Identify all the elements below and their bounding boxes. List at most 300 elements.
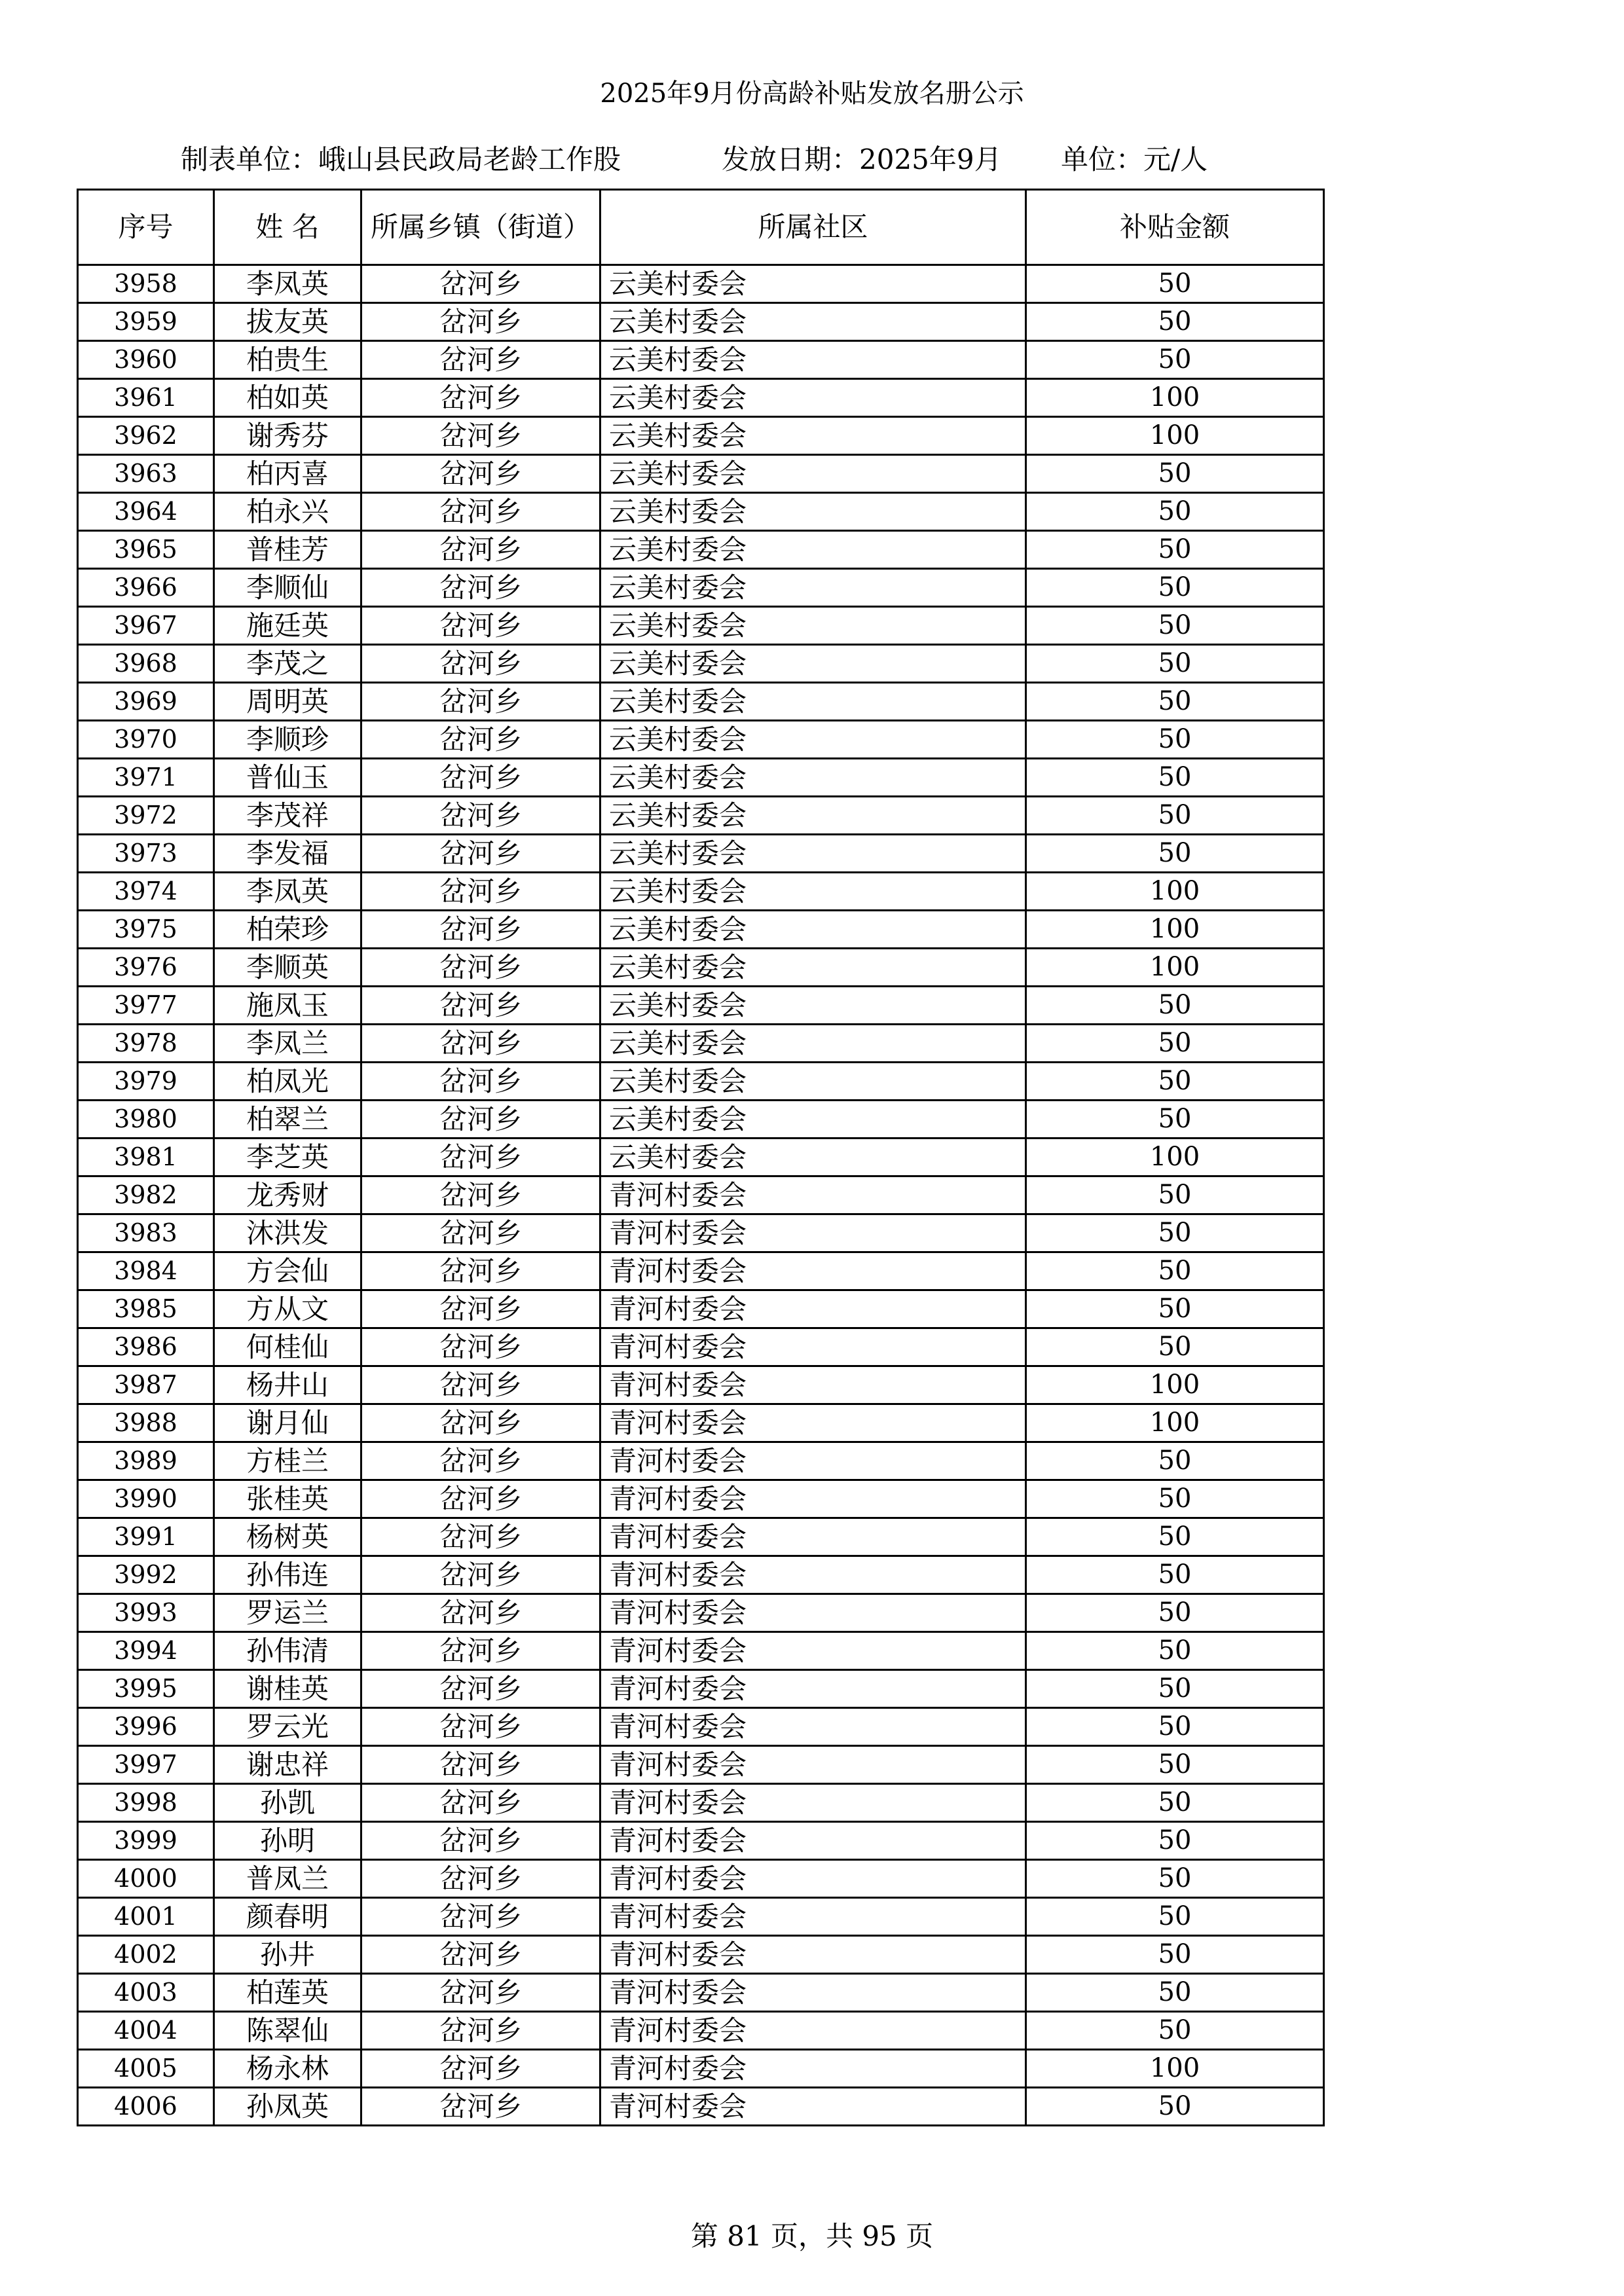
cell-name: 沐洪发 xyxy=(214,1214,361,1252)
table-row xyxy=(78,1290,1324,1328)
cell-amount: 50 xyxy=(1026,265,1324,303)
table-row xyxy=(78,1139,1324,1176)
cell-amount: 50 xyxy=(1026,1556,1324,1594)
cell-name: 方从文 xyxy=(214,1290,361,1328)
cell-id: 3984 xyxy=(78,1252,214,1290)
table-row xyxy=(78,683,1324,721)
cell-town: 岔河乡 xyxy=(361,721,600,759)
cell-name: 杨树英 xyxy=(214,1518,361,1556)
table-row xyxy=(78,1822,1324,1860)
cell-amount: 50 xyxy=(1026,1176,1324,1214)
cell-name: 拔友英 xyxy=(214,303,361,341)
cell-town: 岔河乡 xyxy=(361,1746,600,1784)
cell-name: 普仙玉 xyxy=(214,759,361,797)
cell-town: 岔河乡 xyxy=(361,1290,600,1328)
cell-town: 岔河乡 xyxy=(361,1898,600,1936)
cell-town: 岔河乡 xyxy=(361,1328,600,1366)
table-row xyxy=(78,721,1324,759)
cell-amount: 50 xyxy=(1026,645,1324,683)
cell-community: 青河村委会 xyxy=(600,1822,1026,1860)
cell-town: 岔河乡 xyxy=(361,341,600,379)
cell-amount: 100 xyxy=(1026,949,1324,987)
cell-town: 岔河乡 xyxy=(361,1025,600,1063)
cell-amount: 100 xyxy=(1026,1139,1324,1176)
cell-id: 3972 xyxy=(78,797,214,835)
cell-id: 3986 xyxy=(78,1328,214,1366)
cell-id: 3971 xyxy=(78,759,214,797)
cell-amount: 100 xyxy=(1026,417,1324,455)
cell-community: 云美村委会 xyxy=(600,1101,1026,1139)
cell-town: 岔河乡 xyxy=(361,1860,600,1898)
table-row xyxy=(78,1480,1324,1518)
cell-community: 云美村委会 xyxy=(600,531,1026,569)
cell-name: 李凤英 xyxy=(214,265,361,303)
cell-id: 3988 xyxy=(78,1404,214,1442)
cell-town: 岔河乡 xyxy=(361,1404,600,1442)
issue-date: 发放日期：2025年9月 xyxy=(722,143,1002,175)
cell-name: 柏莲英 xyxy=(214,1974,361,2012)
cell-amount: 50 xyxy=(1026,493,1324,531)
table-row xyxy=(78,1860,1324,1898)
cell-community: 云美村委会 xyxy=(600,987,1026,1025)
table-row xyxy=(78,645,1324,683)
cell-community: 青河村委会 xyxy=(600,1974,1026,2012)
cell-community: 云美村委会 xyxy=(600,379,1026,417)
table-row xyxy=(78,1670,1324,1708)
cell-name: 罗云光 xyxy=(214,1708,361,1746)
cell-town: 岔河乡 xyxy=(361,379,600,417)
cell-name: 龙秀财 xyxy=(214,1176,361,1214)
cell-name: 周明英 xyxy=(214,683,361,721)
table-row xyxy=(78,417,1324,455)
cell-id: 3974 xyxy=(78,873,214,911)
cell-community: 云美村委会 xyxy=(600,873,1026,911)
cell-name: 方会仙 xyxy=(214,1252,361,1290)
cell-amount: 50 xyxy=(1026,1784,1324,1822)
cell-community: 云美村委会 xyxy=(600,1025,1026,1063)
cell-id: 3961 xyxy=(78,379,214,417)
cell-name: 谢桂英 xyxy=(214,1670,361,1708)
table-row xyxy=(78,607,1324,645)
cell-amount: 50 xyxy=(1026,1101,1324,1139)
table-row xyxy=(78,303,1324,341)
cell-town: 岔河乡 xyxy=(361,1556,600,1594)
cell-id: 3979 xyxy=(78,1063,214,1101)
cell-name: 柏如英 xyxy=(214,379,361,417)
cell-town: 岔河乡 xyxy=(361,1252,600,1290)
cell-id: 3983 xyxy=(78,1214,214,1252)
cell-town: 岔河乡 xyxy=(361,1518,600,1556)
cell-amount: 50 xyxy=(1026,1974,1324,2012)
cell-community: 青河村委会 xyxy=(600,1860,1026,1898)
cell-id: 3969 xyxy=(78,683,214,721)
cell-id: 3962 xyxy=(78,417,214,455)
table-row xyxy=(78,987,1324,1025)
table-row xyxy=(78,569,1324,607)
cell-name: 罗运兰 xyxy=(214,1594,361,1632)
cell-name: 柏贵生 xyxy=(214,341,361,379)
cell-community: 青河村委会 xyxy=(600,1290,1026,1328)
cell-id: 3965 xyxy=(78,531,214,569)
cell-amount: 100 xyxy=(1026,873,1324,911)
cell-community: 青河村委会 xyxy=(600,1746,1026,1784)
cell-id: 4000 xyxy=(78,1860,214,1898)
table-row xyxy=(78,1214,1324,1252)
cell-name: 孙明 xyxy=(214,1822,361,1860)
cell-id: 3968 xyxy=(78,645,214,683)
cell-amount: 50 xyxy=(1026,1632,1324,1670)
cell-id: 3999 xyxy=(78,1822,214,1860)
cell-community: 青河村委会 xyxy=(600,2050,1026,2088)
cell-community: 云美村委会 xyxy=(600,607,1026,645)
table-row xyxy=(78,949,1324,987)
table-row xyxy=(78,1936,1324,1974)
cell-community: 青河村委会 xyxy=(600,1518,1026,1556)
cell-id: 3997 xyxy=(78,1746,214,1784)
table-row xyxy=(78,1556,1324,1594)
cell-community: 青河村委会 xyxy=(600,1480,1026,1518)
table-row xyxy=(78,2050,1324,2088)
cell-town: 岔河乡 xyxy=(361,417,600,455)
cell-id: 3998 xyxy=(78,1784,214,1822)
currency-unit: 单位：元/人 xyxy=(1061,143,1208,175)
cell-id: 3996 xyxy=(78,1708,214,1746)
cell-town: 岔河乡 xyxy=(361,797,600,835)
table-row xyxy=(78,2012,1324,2050)
cell-id: 3964 xyxy=(78,493,214,531)
cell-name: 颜春明 xyxy=(214,1898,361,1936)
cell-town: 岔河乡 xyxy=(361,1936,600,1974)
cell-town: 岔河乡 xyxy=(361,759,600,797)
cell-town: 岔河乡 xyxy=(361,2012,600,2050)
cell-amount: 50 xyxy=(1026,1252,1324,1290)
table-row xyxy=(78,1898,1324,1936)
table-row xyxy=(78,265,1324,303)
cell-town: 岔河乡 xyxy=(361,835,600,873)
cell-town: 岔河乡 xyxy=(361,1176,600,1214)
cell-town: 岔河乡 xyxy=(361,1214,600,1252)
cell-amount: 50 xyxy=(1026,1214,1324,1252)
cell-name: 孙伟清 xyxy=(214,1632,361,1670)
table-row xyxy=(78,379,1324,417)
cell-town: 岔河乡 xyxy=(361,1594,600,1632)
cell-name: 张桂英 xyxy=(214,1480,361,1518)
cell-town: 岔河乡 xyxy=(361,683,600,721)
cell-name: 柏翠兰 xyxy=(214,1101,361,1139)
cell-town: 岔河乡 xyxy=(361,1139,600,1176)
cell-amount: 100 xyxy=(1026,2050,1324,2088)
cell-id: 3980 xyxy=(78,1101,214,1139)
table-header-row xyxy=(78,190,1324,265)
table-row xyxy=(78,797,1324,835)
table-row xyxy=(78,2088,1324,2126)
table-body xyxy=(78,265,1324,2126)
cell-community: 青河村委会 xyxy=(600,1670,1026,1708)
cell-amount: 50 xyxy=(1026,1518,1324,1556)
cell-community: 云美村委会 xyxy=(600,455,1026,493)
cell-name: 方桂兰 xyxy=(214,1442,361,1480)
cell-amount: 50 xyxy=(1026,1063,1324,1101)
cell-name: 李茂祥 xyxy=(214,797,361,835)
cell-community: 青河村委会 xyxy=(600,1252,1026,1290)
cell-town: 岔河乡 xyxy=(361,873,600,911)
cell-town: 岔河乡 xyxy=(361,911,600,949)
cell-community: 云美村委会 xyxy=(600,417,1026,455)
cell-id: 4005 xyxy=(78,2050,214,2088)
cell-community: 青河村委会 xyxy=(600,1936,1026,1974)
table-row xyxy=(78,911,1324,949)
cell-town: 岔河乡 xyxy=(361,1366,600,1404)
cell-town: 岔河乡 xyxy=(361,1101,600,1139)
cell-amount: 50 xyxy=(1026,1822,1324,1860)
cell-amount: 50 xyxy=(1026,759,1324,797)
table-row xyxy=(78,531,1324,569)
subsidy-table xyxy=(77,189,1325,2126)
cell-id: 3993 xyxy=(78,1594,214,1632)
cell-amount: 50 xyxy=(1026,683,1324,721)
cell-name: 李顺英 xyxy=(214,949,361,987)
cell-town: 岔河乡 xyxy=(361,569,600,607)
cell-community: 云美村委会 xyxy=(600,835,1026,873)
cell-id: 4003 xyxy=(78,1974,214,2012)
cell-town: 岔河乡 xyxy=(361,1974,600,2012)
cell-id: 3994 xyxy=(78,1632,214,1670)
cell-town: 岔河乡 xyxy=(361,2088,600,2126)
table-row xyxy=(78,1101,1324,1139)
cell-amount: 50 xyxy=(1026,531,1324,569)
cell-community: 云美村委会 xyxy=(600,721,1026,759)
cell-name: 孙凤英 xyxy=(214,2088,361,2126)
cell-community: 云美村委会 xyxy=(600,265,1026,303)
cell-amount: 50 xyxy=(1026,1480,1324,1518)
header-amount: 补贴金额 xyxy=(1026,190,1324,265)
cell-amount: 50 xyxy=(1026,987,1324,1025)
table-row xyxy=(78,1442,1324,1480)
cell-name: 谢月仙 xyxy=(214,1404,361,1442)
cell-id: 3989 xyxy=(78,1442,214,1480)
cell-amount: 100 xyxy=(1026,911,1324,949)
cell-name: 杨井山 xyxy=(214,1366,361,1404)
cell-town: 岔河乡 xyxy=(361,493,600,531)
cell-community: 云美村委会 xyxy=(600,341,1026,379)
table-row xyxy=(78,1784,1324,1822)
cell-name: 李凤英 xyxy=(214,873,361,911)
cell-id: 3960 xyxy=(78,341,214,379)
table-row xyxy=(78,1632,1324,1670)
cell-id: 3981 xyxy=(78,1139,214,1176)
cell-community: 青河村委会 xyxy=(600,1594,1026,1632)
cell-town: 岔河乡 xyxy=(361,531,600,569)
cell-name: 李顺仙 xyxy=(214,569,361,607)
cell-name: 李茂之 xyxy=(214,645,361,683)
cell-community: 青河村委会 xyxy=(600,1214,1026,1252)
cell-amount: 50 xyxy=(1026,2012,1324,2050)
cell-town: 岔河乡 xyxy=(361,1063,600,1101)
cell-town: 岔河乡 xyxy=(361,455,600,493)
cell-town: 岔河乡 xyxy=(361,607,600,645)
cell-id: 3975 xyxy=(78,911,214,949)
cell-id: 3995 xyxy=(78,1670,214,1708)
cell-name: 普凤兰 xyxy=(214,1860,361,1898)
cell-amount: 50 xyxy=(1026,2088,1324,2126)
cell-id: 3963 xyxy=(78,455,214,493)
table-row xyxy=(78,1746,1324,1784)
cell-community: 青河村委会 xyxy=(600,1632,1026,1670)
cell-amount: 50 xyxy=(1026,1594,1324,1632)
cell-town: 岔河乡 xyxy=(361,949,600,987)
cell-name: 柏荣珍 xyxy=(214,911,361,949)
cell-amount: 50 xyxy=(1026,721,1324,759)
cell-id: 3970 xyxy=(78,721,214,759)
cell-amount: 50 xyxy=(1026,797,1324,835)
cell-id: 3985 xyxy=(78,1290,214,1328)
cell-id: 4002 xyxy=(78,1936,214,1974)
cell-community: 青河村委会 xyxy=(600,1176,1026,1214)
cell-town: 岔河乡 xyxy=(361,265,600,303)
cell-id: 3992 xyxy=(78,1556,214,1594)
table-row xyxy=(78,1328,1324,1366)
table-row xyxy=(78,1025,1324,1063)
table-row xyxy=(78,1518,1324,1556)
cell-name: 柏凤光 xyxy=(214,1063,361,1101)
page-footer: 第 81 页，共 95 页 xyxy=(690,2220,934,2252)
cell-town: 岔河乡 xyxy=(361,1784,600,1822)
cell-name: 陈翠仙 xyxy=(214,2012,361,2050)
table-row xyxy=(78,1063,1324,1101)
cell-community: 云美村委会 xyxy=(600,303,1026,341)
table-row xyxy=(78,1708,1324,1746)
table-row xyxy=(78,455,1324,493)
cell-id: 4004 xyxy=(78,2012,214,2050)
cell-name: 李芝英 xyxy=(214,1139,361,1176)
cell-community: 云美村委会 xyxy=(600,759,1026,797)
cell-community: 青河村委会 xyxy=(600,1898,1026,1936)
cell-community: 青河村委会 xyxy=(600,2088,1026,2126)
cell-amount: 50 xyxy=(1026,1290,1324,1328)
cell-community: 云美村委会 xyxy=(600,569,1026,607)
cell-name: 施廷英 xyxy=(214,607,361,645)
cell-community: 云美村委会 xyxy=(600,493,1026,531)
cell-town: 岔河乡 xyxy=(361,1670,600,1708)
cell-amount: 50 xyxy=(1026,1936,1324,1974)
cell-amount: 50 xyxy=(1026,569,1324,607)
cell-id: 3987 xyxy=(78,1366,214,1404)
cell-town: 岔河乡 xyxy=(361,1480,600,1518)
cell-name: 孙伟连 xyxy=(214,1556,361,1594)
cell-name: 柏永兴 xyxy=(214,493,361,531)
cell-community: 云美村委会 xyxy=(600,645,1026,683)
cell-community: 云美村委会 xyxy=(600,1063,1026,1101)
cell-town: 岔河乡 xyxy=(361,1442,600,1480)
cell-town: 岔河乡 xyxy=(361,1822,600,1860)
table-row xyxy=(78,873,1324,911)
cell-town: 岔河乡 xyxy=(361,1632,600,1670)
cell-name: 李发福 xyxy=(214,835,361,873)
cell-amount: 50 xyxy=(1026,1860,1324,1898)
cell-id: 4006 xyxy=(78,2088,214,2126)
cell-amount: 50 xyxy=(1026,1746,1324,1784)
cell-amount: 50 xyxy=(1026,1898,1324,1936)
cell-amount: 50 xyxy=(1026,455,1324,493)
cell-community: 云美村委会 xyxy=(600,797,1026,835)
header-name: 姓 名 xyxy=(214,190,361,265)
cell-amount: 50 xyxy=(1026,1442,1324,1480)
cell-community: 青河村委会 xyxy=(600,2012,1026,2050)
cell-id: 3991 xyxy=(78,1518,214,1556)
cell-name: 何桂仙 xyxy=(214,1328,361,1366)
header-town: 所属乡镇（街道） xyxy=(361,190,600,265)
cell-name: 李顺珍 xyxy=(214,721,361,759)
cell-id: 3976 xyxy=(78,949,214,987)
cell-amount: 100 xyxy=(1026,1404,1324,1442)
cell-id: 3977 xyxy=(78,987,214,1025)
table-row xyxy=(78,1594,1324,1632)
cell-community: 青河村委会 xyxy=(600,1404,1026,1442)
cell-town: 岔河乡 xyxy=(361,303,600,341)
cell-name: 谢忠祥 xyxy=(214,1746,361,1784)
cell-community: 云美村委会 xyxy=(600,683,1026,721)
table-row xyxy=(78,1176,1324,1214)
cell-name: 谢秀芬 xyxy=(214,417,361,455)
cell-amount: 50 xyxy=(1026,607,1324,645)
cell-id: 3967 xyxy=(78,607,214,645)
table-row xyxy=(78,1252,1324,1290)
cell-id: 3978 xyxy=(78,1025,214,1063)
cell-name: 柏丙喜 xyxy=(214,455,361,493)
cell-id: 3982 xyxy=(78,1176,214,1214)
page-title: 2025年9月份高龄补贴发放名册公示 xyxy=(600,79,1024,109)
cell-community: 青河村委会 xyxy=(600,1442,1026,1480)
cell-name: 杨永林 xyxy=(214,2050,361,2088)
cell-community: 云美村委会 xyxy=(600,1139,1026,1176)
cell-amount: 50 xyxy=(1026,303,1324,341)
cell-amount: 50 xyxy=(1026,1708,1324,1746)
table-row xyxy=(78,1366,1324,1404)
header-community: 所属社区 xyxy=(600,190,1026,265)
cell-id: 3990 xyxy=(78,1480,214,1518)
cell-name: 施凤玉 xyxy=(214,987,361,1025)
cell-town: 岔河乡 xyxy=(361,645,600,683)
cell-id: 3973 xyxy=(78,835,214,873)
cell-community: 云美村委会 xyxy=(600,949,1026,987)
table-row xyxy=(78,341,1324,379)
cell-name: 孙凯 xyxy=(214,1784,361,1822)
table-row xyxy=(78,1974,1324,2012)
cell-community: 青河村委会 xyxy=(600,1328,1026,1366)
cell-amount: 50 xyxy=(1026,1670,1324,1708)
cell-id: 3959 xyxy=(78,303,214,341)
cell-community: 云美村委会 xyxy=(600,911,1026,949)
table-row xyxy=(78,493,1324,531)
cell-community: 青河村委会 xyxy=(600,1556,1026,1594)
cell-amount: 50 xyxy=(1026,835,1324,873)
cell-town: 岔河乡 xyxy=(361,2050,600,2088)
cell-id: 3958 xyxy=(78,265,214,303)
cell-amount: 50 xyxy=(1026,341,1324,379)
cell-amount: 50 xyxy=(1026,1328,1324,1366)
table-row xyxy=(78,1404,1324,1442)
cell-town: 岔河乡 xyxy=(361,1708,600,1746)
cell-amount: 100 xyxy=(1026,1366,1324,1404)
cell-amount: 50 xyxy=(1026,1025,1324,1063)
cell-community: 青河村委会 xyxy=(600,1784,1026,1822)
issuing-unit: 制表单位：峨山县民政局老龄工作股 xyxy=(181,143,621,175)
cell-community: 青河村委会 xyxy=(600,1366,1026,1404)
table-row xyxy=(78,835,1324,873)
cell-name: 孙井 xyxy=(214,1936,361,1974)
cell-town: 岔河乡 xyxy=(361,987,600,1025)
cell-amount: 100 xyxy=(1026,379,1324,417)
